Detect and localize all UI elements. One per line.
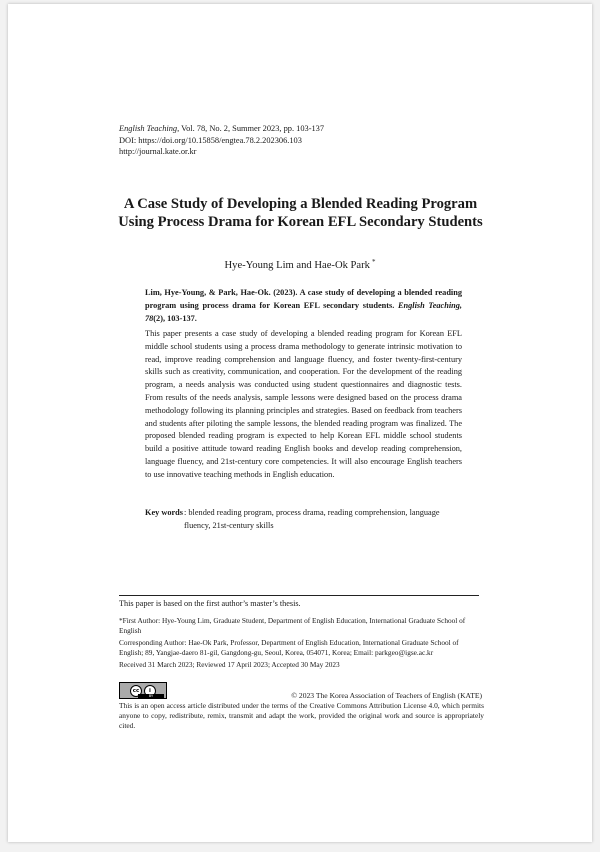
paper-title bbox=[68, 196, 533, 231]
journal-name: English Teaching bbox=[119, 124, 178, 133]
attribution-icon: i bbox=[144, 685, 156, 697]
title-line-1: A Case Study of Developing a Blended Reading Program bbox=[123, 196, 478, 212]
footnote-divider bbox=[119, 595, 479, 596]
volume-info: , Vol. 78, No. 2, Summer 2023, pp. 103-137 bbox=[177, 124, 325, 133]
author-line bbox=[8, 258, 592, 271]
author-footnote-mark: * bbox=[371, 258, 376, 266]
citation-reference bbox=[145, 286, 462, 325]
keywords bbox=[145, 506, 465, 532]
doi-line[interactable]: DOI: https://doi.org/10.15858/engtea.78.2.202306.103 bbox=[119, 135, 302, 145]
journal-header bbox=[119, 123, 324, 158]
license-text: This is an open access article distributed under the terms of the Creative Commons Attribution License 4.0, which permits anyone to copy, redistribute, remix, transmit and adapt the work, provided the original work and source is appropriately cited. bbox=[119, 701, 484, 731]
footnote-thesis: This paper is based on the first author’s master’s thesis. bbox=[119, 599, 301, 608]
footnote-corresponding-author: Corresponding Author: Hae-Ok Park, Professor, Department of English Education, International Graduate School of English; 89, Yangjae-daero 81-gil, Gangdong-gu, Seoul, Korea, 054071, Korea; Email: parkgeo@igse.ac.kr bbox=[119, 638, 459, 658]
author-names: Hye-Young Lim and Hae-Ok Park bbox=[224, 260, 370, 271]
copyright-notice: © 2023 The Korea Association of Teachers of English (KATE) bbox=[291, 691, 482, 700]
abstract-text: This paper presents a case study of developing a blended reading program for Korean EFL middle school students using a process drama methodology to generate intrinsic motivation to read, improve reading comprehension and language fluency, and foster twenty-first-century skills such as creativity, communication, and cooperation. For the development of the reading program, a needs analysis was conducted using student questionnaires and diagnostic tests. From results of the needs analysis, sample lessons were designed based on the process drama methodology following its planning principles and strategies. Based on feedback from teachers and students after piloting the sample lessons, the blended reading program was finalized. The proposed blended reading program is expected to help Korean EFL middle school students build a positive attitude toward reading English books and develop reading comprehension, language fluency, and 21st-century core competencies. It will also encourage English teachers to use innovative teaching methods in English education. bbox=[145, 329, 462, 479]
paper-page bbox=[8, 4, 592, 842]
keywords-label: Key words bbox=[145, 508, 184, 517]
cc-icon: cc bbox=[130, 685, 142, 697]
abstract-block bbox=[145, 286, 462, 482]
journal-url[interactable]: http://journal.kate.or.kr bbox=[119, 147, 197, 156]
citation-prefix: Lim, Hye-Young, & Park, Hae-Ok. (2023). A case study of developing a blended reading program using process drama for Korean EFL secondary students. bbox=[145, 288, 462, 310]
citation-journal: English Teaching, 78 bbox=[145, 301, 462, 323]
footnote-first-author: *First Author: Hye-Young Lim, Graduate Student, Department of English Education, International Graduate School of English bbox=[119, 616, 466, 636]
title-line-2: Using Process Drama for Korean EFL Secondary Students bbox=[118, 213, 483, 230]
citation-suffix: (2), 103-137. bbox=[153, 314, 197, 323]
by-label: BY bbox=[138, 694, 164, 698]
footnote-received-dates: Received 31 March 2023; Reviewed 17 April 2023; Accepted 30 May 2023 bbox=[119, 660, 340, 669]
keywords-text: : blended reading program, process drama, reading comprehension, language fluency, 21st-century skills bbox=[184, 508, 440, 530]
journal-citation-line bbox=[119, 123, 324, 135]
